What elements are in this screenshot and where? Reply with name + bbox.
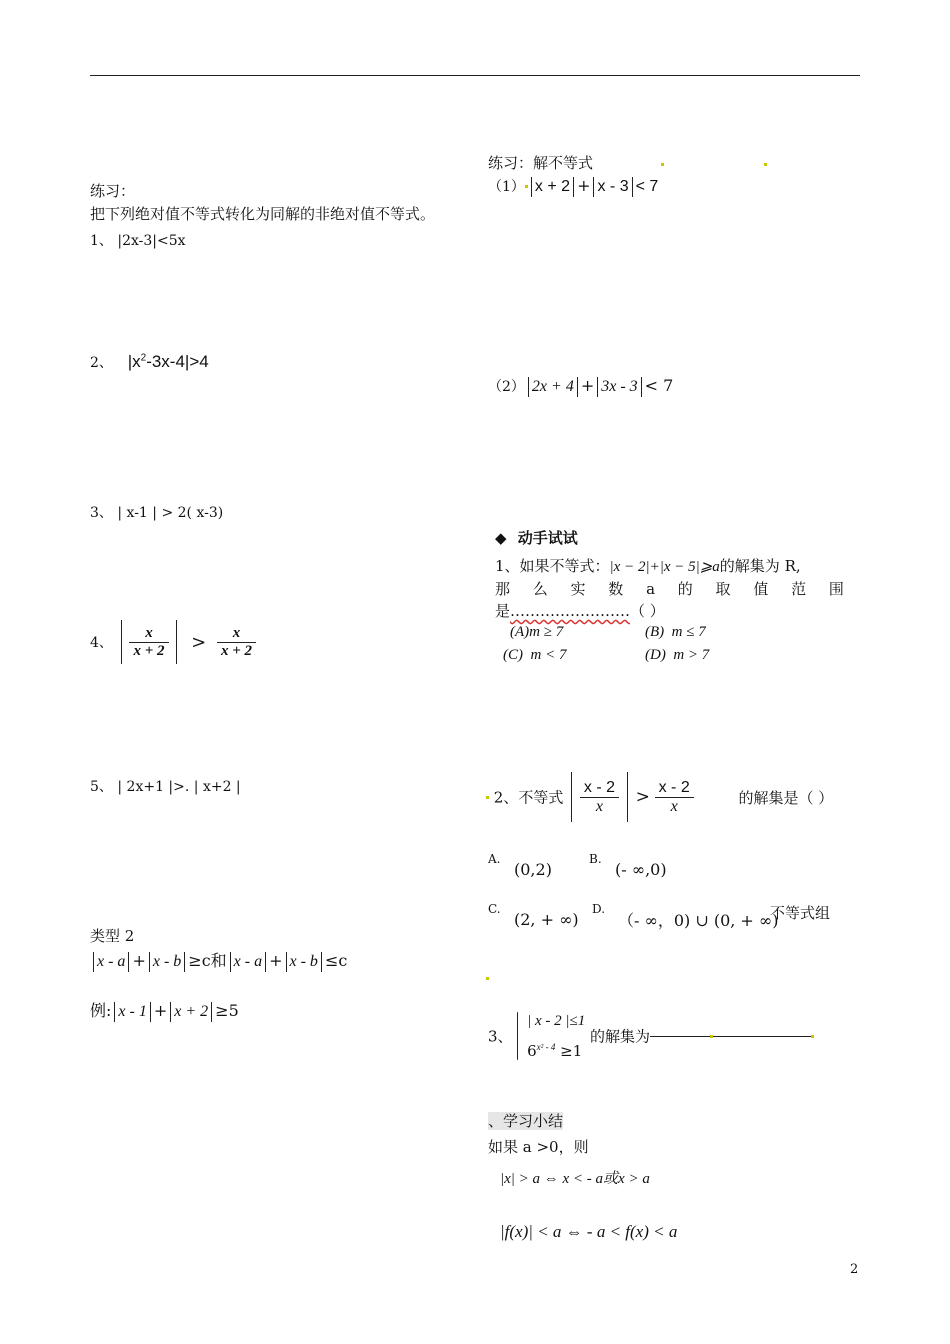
choice-b-label: B. <box>589 852 602 866</box>
diamond-icon: ◆ <box>495 529 507 547</box>
try-q1-line3: 是……………………（ ） <box>495 602 665 620</box>
fraction: $\frac{x - 2}{x}$ <box>655 779 694 816</box>
try-q1-line1: 1、如果不等式：|x − 2|+|x − 5|⩾a的解集为 R, <box>495 557 801 575</box>
try-q1-line2: 那 么 实 数 a 的 取 值 范 围 <box>495 580 853 598</box>
try-heading: ◆ 动手试试 <box>495 529 578 547</box>
choice-d-label: D. <box>592 902 606 916</box>
practice-2: （2） 2x + 4 + 3x - 3 < 7 <box>488 376 674 395</box>
type2-example: 例: x - 1 + x + 2 ≥5 <box>90 1001 239 1020</box>
operator: > <box>191 631 207 653</box>
option-a: (A)m ≥ 7 <box>510 624 564 640</box>
item-number: 3、 <box>90 505 113 521</box>
summary-condition: 如果 a >0，则 <box>488 1138 589 1156</box>
practice-1: （1） x + 2 + x - 3 < 7 <box>488 176 659 195</box>
choice-c-label: C. <box>488 902 501 916</box>
item-4 <box>90 620 256 664</box>
item-number: 4、 <box>90 635 113 651</box>
summary-heading: 、学习小结 <box>488 1112 564 1130</box>
choice-c: (2, + ∞) <box>514 910 579 929</box>
exercise-instruction: 把下列绝对值不等式转化为同解的非绝对值不等式。 <box>90 205 436 223</box>
trailing-text: 不等式组 <box>770 904 831 922</box>
option-b: (B) m ≤ 7 <box>645 624 706 640</box>
q2-line: 2、不等式 $\frac{x - 2}{x}$ > $\frac{x - 2}{x}$ 的解集是（ ） <box>486 772 833 822</box>
fraction: $\frac{x}{x + 2}$ <box>217 625 256 660</box>
type2-formula: x - a + x - b ≥c和 x - a + x - b ≤c <box>90 948 347 972</box>
item-number: 1、 <box>90 233 113 249</box>
item-expression: |2x-3|<5x <box>117 233 186 249</box>
header-rule <box>90 75 860 76</box>
item-2 <box>90 352 209 372</box>
fraction: $\frac{x - 2}{x}$ <box>580 779 619 816</box>
item-expression: | x-1 | > 2( x-3) <box>117 505 224 521</box>
summary-rule-1: |x| > a ⇔ x < - a或x > a <box>500 1171 650 1187</box>
item-5 <box>90 776 241 796</box>
summary-rule-2: |f(x)| < a ⇔ - a < f(x) < a <box>500 1222 678 1241</box>
item-1 <box>90 230 186 250</box>
practice-title: 练习：解不等式 <box>488 152 767 173</box>
page-number: 2 <box>850 1262 859 1277</box>
option-c: (C) m < 7 <box>503 647 567 663</box>
choice-a: (0,2) <box>514 860 552 879</box>
type2-title: 类型 2 <box>90 927 135 945</box>
fraction: $\frac{x}{x + 2}$ <box>129 625 168 660</box>
option-d: (D) m > 7 <box>645 647 710 663</box>
item-number: 5、 <box>90 779 113 795</box>
choice-b: (- ∞,0) <box>615 860 667 879</box>
q3-line: 3、 | x - 2 |≤1 $6^{x^2 - 4} \ge 1$ 的解集为 <box>488 1008 814 1064</box>
abs-bar <box>121 620 122 664</box>
stray-dot <box>486 968 489 986</box>
choice-d: （- ∞，0) ∪ (0, + ∞) <box>618 911 779 930</box>
item-expression: | 2x+1 |>. | x+2 | <box>117 779 241 795</box>
item-expression: $|x^2-3x-4|>4$ <box>127 352 209 371</box>
abs-bar <box>176 620 177 664</box>
exercise-title: 练习： <box>90 182 136 200</box>
item-3 <box>90 502 223 522</box>
item-number: 2、 <box>90 355 113 371</box>
choice-a-label: A. <box>488 852 501 866</box>
